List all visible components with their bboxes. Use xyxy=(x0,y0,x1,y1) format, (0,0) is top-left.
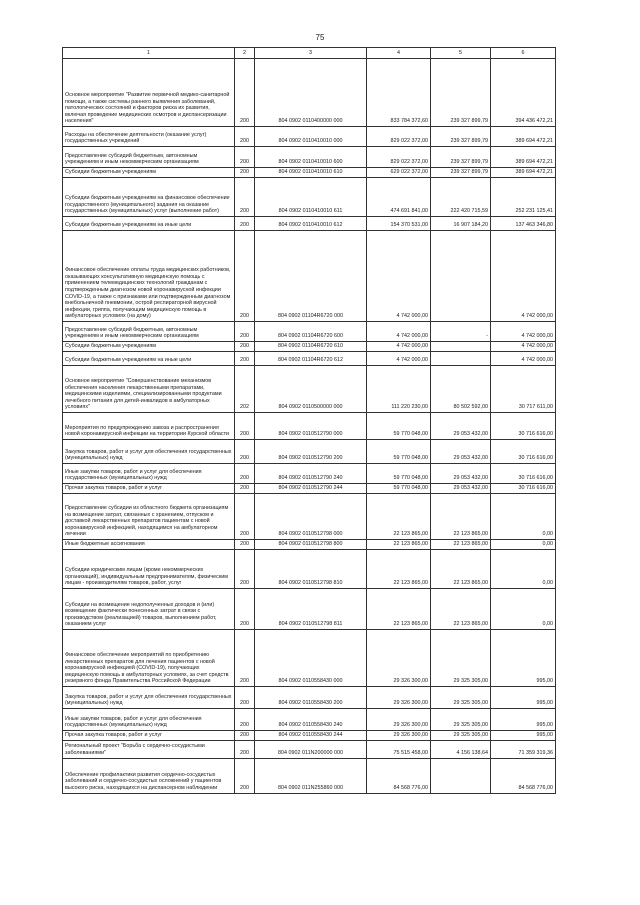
row-approved-amount: 4 742 000,00 xyxy=(367,322,431,342)
row-classification: 804 0902 0110558430 000 xyxy=(255,630,367,687)
row-remaining-amount: 995,00 xyxy=(491,630,556,687)
row-executed-amount: 29 325 305,00 xyxy=(431,709,491,731)
row-approved-amount: 29 326 300,00 xyxy=(367,709,431,731)
row-name: Субсидии бюджетным учреждениям xyxy=(63,168,235,178)
column-header: 4 xyxy=(367,48,431,59)
row-code: 200 xyxy=(235,127,255,147)
row-name: Субсидии юридическим лицам (кроме некоммерческих организаций), индивидуальным предпринимателям, физическим лицам - производителям товаров, работ, услуг xyxy=(63,550,235,589)
row-name: Прочая закупка товаров, работ и услуг xyxy=(63,731,235,741)
row-classification: 804 0902 0110512798 000 xyxy=(255,494,367,540)
row-name: Иные закупки товаров, работ и услуг для обеспечения государственных (муниципальных) нужд xyxy=(63,464,235,484)
row-code: 200 xyxy=(235,217,255,231)
table-row xyxy=(63,366,556,413)
row-name: Субсидии бюджетным учреждениям на финансовое обеспечение государственного (муниципального) задания на оказание государственных (муниципальных) услуг (выполнение работ) xyxy=(63,178,235,217)
row-remaining-amount: 4 742 000,00 xyxy=(491,322,556,342)
row-executed-amount: 80 502 592,00 xyxy=(431,366,491,413)
row-code: 200 xyxy=(235,231,255,322)
row-remaining-amount: 30 716 616,00 xyxy=(491,464,556,484)
row-approved-amount: 111 220 230,00 xyxy=(367,366,431,413)
row-remaining-amount: 30 717 611,00 xyxy=(491,366,556,413)
row-code: 202 xyxy=(235,366,255,413)
row-approved-amount: 829 022 372,00 xyxy=(367,147,431,168)
row-name: Финансовое обеспечение мероприятий по приобретению лекарственных препаратов для лечения пациентов с новой коронавирусной инфекцией (COVID-19), получающих медицинскую помощь в амбулаторных условиях, за счет средств резервного фонда Правительства Российской Федерации xyxy=(63,630,235,687)
row-remaining-amount: 30 716 616,00 xyxy=(491,440,556,464)
row-code: 200 xyxy=(235,147,255,168)
header-row xyxy=(63,48,556,59)
row-remaining-amount: 84 568 776,00 xyxy=(491,758,556,793)
row-remaining-amount: 995,00 xyxy=(491,731,556,741)
row-code: 200 xyxy=(235,342,255,352)
row-approved-amount: 22 123 865,00 xyxy=(367,550,431,589)
row-executed-amount: 29 053 432,00 xyxy=(431,484,491,494)
row-name: Финансовое обеспечение оплаты труда медицинских работников, оказывающих консультативную медицинскую помощь с применением телемедицинских технологий гражданам с подтвержденным диагнозом новой коронавирусной инфекции COVID-19, а также с признаками или подтвержденным диагнозом внебольничной пневмонии, острой респираторной вирусной инфекции, гриппа, получающим медицинскую помощь в амбулаторных условиях (на дому) xyxy=(63,231,235,322)
row-code: 200 xyxy=(235,758,255,793)
row-executed-amount: 29 053 432,00 xyxy=(431,464,491,484)
column-header: 1 xyxy=(63,48,235,59)
row-classification: 804 0902 011N200000 000 xyxy=(255,740,367,758)
row-classification: 804 0902 01104R6720 612 xyxy=(255,352,367,366)
row-classification: 804 0902 0110512790 200 xyxy=(255,440,367,464)
row-code: 200 xyxy=(235,168,255,178)
row-remaining-amount: 389 694 472,21 xyxy=(491,147,556,168)
row-remaining-amount: 0,00 xyxy=(491,494,556,540)
row-classification: 804 0902 0110512790 240 xyxy=(255,464,367,484)
row-remaining-amount: 4 742 000,00 xyxy=(491,342,556,352)
table-row xyxy=(63,589,556,630)
row-name: Предоставление субсидий бюджетным, автономным учреждениям и иным некоммерческим организациям xyxy=(63,322,235,342)
table-row xyxy=(63,550,556,589)
row-approved-amount: 833 784 372,60 xyxy=(367,59,431,127)
row-name: Субсидии бюджетным учреждениям на иные цели xyxy=(63,352,235,366)
row-approved-amount: 22 123 865,00 xyxy=(367,494,431,540)
row-classification: 804 0902 0110410010 610 xyxy=(255,168,367,178)
row-classification: 804 0902 0110512790 000 xyxy=(255,413,367,440)
row-classification: 804 0902 0110512798 800 xyxy=(255,540,367,550)
row-name: Предоставление субсидии из областного бюджета организациям на возмещение затрат, связанных с хранением, отпуском и доставкой лекарственных препаратов пациентам с новой коронавирусной инфекцией, находящимся на амбулаторном лечении xyxy=(63,494,235,540)
table-row xyxy=(63,630,556,687)
row-remaining-amount: 71 359 319,36 xyxy=(491,740,556,758)
row-code: 200 xyxy=(235,687,255,709)
row-name: Закупка товаров, работ и услуг для обеспечения государственных (муниципальных) нужд xyxy=(63,687,235,709)
row-executed-amount: - xyxy=(431,322,491,342)
row-classification: 804 0902 0110558430 200 xyxy=(255,687,367,709)
table-row xyxy=(63,342,556,352)
row-code: 200 xyxy=(235,550,255,589)
row-code: 200 xyxy=(235,589,255,630)
row-approved-amount: 22 123 865,00 xyxy=(367,540,431,550)
row-classification: 804 0902 0110400000 000 xyxy=(255,59,367,127)
row-executed-amount: 29 325 305,00 xyxy=(431,687,491,709)
row-classification: 804 0902 0110410010 600 xyxy=(255,147,367,168)
row-executed-amount: 22 123 865,00 xyxy=(431,589,491,630)
table-row xyxy=(63,740,556,758)
row-classification: 804 0902 0110558430 244 xyxy=(255,731,367,741)
table-row xyxy=(63,687,556,709)
row-remaining-amount: 4 742 000,00 xyxy=(491,231,556,322)
table-row xyxy=(63,731,556,741)
row-executed-amount: 239 327 899,79 xyxy=(431,168,491,178)
row-approved-amount: 59 770 048,00 xyxy=(367,440,431,464)
row-approved-amount: 22 123 865,00 xyxy=(367,589,431,630)
row-name: Основное мероприятие "Развитие первичной медико-санитарной помощи, а также системы раннего выявления заболеваний, патологических состояний и факторов риска их развития, включая проведение медицинских осмотров и диспансеризации населения" xyxy=(63,59,235,127)
table-row xyxy=(63,127,556,147)
row-approved-amount: 84 568 776,00 xyxy=(367,758,431,793)
row-name: Субсидии бюджетным учреждениям на иные цели xyxy=(63,217,235,231)
table-row xyxy=(63,147,556,168)
row-approved-amount: 474 691 841,00 xyxy=(367,178,431,217)
row-name: Прочая закупка товаров, работ и услуг xyxy=(63,484,235,494)
row-code: 200 xyxy=(235,59,255,127)
table-row xyxy=(63,484,556,494)
table-row xyxy=(63,758,556,793)
budget-table xyxy=(62,47,556,794)
row-classification: 804 0902 0110558430 240 xyxy=(255,709,367,731)
table-row xyxy=(63,59,556,127)
row-executed-amount: 222 420 715,59 xyxy=(431,178,491,217)
row-executed-amount: 239 327 899,79 xyxy=(431,59,491,127)
row-name: Мероприятия по предупреждению завоза и распространения новой коронавирусной инфекции на территории Курской области xyxy=(63,413,235,440)
row-classification: 804 0902 0110410010 000 xyxy=(255,127,367,147)
row-executed-amount xyxy=(431,231,491,322)
row-classification: 804 0902 0110410010 612 xyxy=(255,217,367,231)
row-code: 200 xyxy=(235,740,255,758)
row-code: 200 xyxy=(235,464,255,484)
table-row xyxy=(63,168,556,178)
row-executed-amount: 22 123 865,00 xyxy=(431,540,491,550)
row-classification: 804 0902 0110410010 611 xyxy=(255,178,367,217)
row-approved-amount: 4 742 000,00 xyxy=(367,352,431,366)
row-remaining-amount: 30 716 616,00 xyxy=(491,484,556,494)
column-header: 3 xyxy=(255,48,367,59)
row-executed-amount xyxy=(431,342,491,352)
table-row xyxy=(63,440,556,464)
row-approved-amount: 29 326 300,00 xyxy=(367,731,431,741)
row-code: 200 xyxy=(235,352,255,366)
row-classification: 804 0902 01104R6720 000 xyxy=(255,231,367,322)
column-header: 6 xyxy=(491,48,556,59)
row-remaining-amount: 0,00 xyxy=(491,540,556,550)
row-name: Региональный проект "Борьба с сердечно-сосудистыми заболеваниями" xyxy=(63,740,235,758)
row-code: 200 xyxy=(235,709,255,731)
row-executed-amount: 16 907 184,20 xyxy=(431,217,491,231)
row-remaining-amount: 995,00 xyxy=(491,709,556,731)
row-classification: 804 0902 01104R6720 600 xyxy=(255,322,367,342)
row-approved-amount: 59 770 048,00 xyxy=(367,484,431,494)
table-row xyxy=(63,178,556,217)
row-approved-amount: 75 515 458,00 xyxy=(367,740,431,758)
row-code: 200 xyxy=(235,413,255,440)
row-approved-amount: 154 370 531,00 xyxy=(367,217,431,231)
row-classification: 804 0902 0110512798 810 xyxy=(255,550,367,589)
row-name: Субсидии на возмещение недополученных доходов и (или) возмещение фактически понесенных затрат в связи с производством (реализацией) товаров, выполнением работ, оказанием услуг xyxy=(63,589,235,630)
column-header: 2 xyxy=(235,48,255,59)
row-remaining-amount: 4 742 000,00 xyxy=(491,352,556,366)
row-code: 200 xyxy=(235,630,255,687)
row-executed-amount: 29 325 305,00 xyxy=(431,630,491,687)
row-code: 200 xyxy=(235,440,255,464)
row-code: 200 xyxy=(235,484,255,494)
row-approved-amount: 59 770 048,00 xyxy=(367,413,431,440)
row-executed-amount xyxy=(431,758,491,793)
row-remaining-amount: 0,00 xyxy=(491,550,556,589)
row-executed-amount: 29 325 305,00 xyxy=(431,731,491,741)
row-approved-amount: 829 022 372,00 xyxy=(367,127,431,147)
table-row xyxy=(63,540,556,550)
table-row xyxy=(63,413,556,440)
row-approved-amount: 59 770 048,00 xyxy=(367,464,431,484)
row-approved-amount: 4 742 000,00 xyxy=(367,231,431,322)
row-classification: 804 0902 0110500000 000 xyxy=(255,366,367,413)
row-name: Закупка товаров, работ и услуг для обеспечения государственных (муниципальных) нужд xyxy=(63,440,235,464)
column-header: 5 xyxy=(431,48,491,59)
row-approved-amount: 29 326 300,00 xyxy=(367,687,431,709)
row-remaining-amount: 252 231 125,41 xyxy=(491,178,556,217)
row-classification: 804 0902 0110512790 244 xyxy=(255,484,367,494)
row-name: Основное мероприятие "Совершенствование механизмов обеспечения населения лекарственными препаратами, медицинскими изделиями, специализированными продуктами лечебного питания для детей-инвалидов в амбулаторных условиях" xyxy=(63,366,235,413)
row-classification: 804 0902 011N255860 000 xyxy=(255,758,367,793)
row-approved-amount: 4 742 000,00 xyxy=(367,342,431,352)
row-name: Обеспечение профилактики развития сердечно-сосудистых заболеваний и сердечно-сосудистых осложнений у пациентов высокого риска, находящихся на диспансерном наблюдении xyxy=(63,758,235,793)
table-row xyxy=(63,322,556,342)
table-row xyxy=(63,217,556,231)
row-name: Предоставление субсидий бюджетным, автономным учреждениям и иным некоммерческим организациям xyxy=(63,147,235,168)
row-executed-amount: 239 327 899,79 xyxy=(431,127,491,147)
table-row xyxy=(63,464,556,484)
row-code: 200 xyxy=(235,178,255,217)
page-number: 75 xyxy=(315,33,325,42)
row-remaining-amount: 389 694 472,21 xyxy=(491,168,556,178)
table-row xyxy=(63,231,556,322)
table-body xyxy=(63,59,556,794)
table-row xyxy=(63,494,556,540)
row-executed-amount: 239 327 899,79 xyxy=(431,147,491,168)
row-executed-amount: 22 123 865,00 xyxy=(431,550,491,589)
row-executed-amount: 4 156 138,64 xyxy=(431,740,491,758)
row-code: 200 xyxy=(235,731,255,741)
row-executed-amount: 22 123 865,00 xyxy=(431,494,491,540)
row-remaining-amount: 995,00 xyxy=(491,687,556,709)
row-name: Иные закупки товаров, работ и услуг для обеспечения государственных (муниципальных) нужд xyxy=(63,709,235,731)
row-executed-amount: 29 053 432,00 xyxy=(431,413,491,440)
row-name: Субсидии бюджетным учреждениям xyxy=(63,342,235,352)
row-approved-amount: 629 022 372,00 xyxy=(367,168,431,178)
row-remaining-amount: 389 694 472,21 xyxy=(491,127,556,147)
row-remaining-amount: 394 436 472,21 xyxy=(491,59,556,127)
row-approved-amount: 29 326 300,00 xyxy=(367,630,431,687)
row-remaining-amount: 0,00 xyxy=(491,589,556,630)
row-executed-amount xyxy=(431,352,491,366)
row-classification: 804 0902 0110512798 811 xyxy=(255,589,367,630)
table-row xyxy=(63,709,556,731)
row-code: 200 xyxy=(235,494,255,540)
row-executed-amount: 29 053 432,00 xyxy=(431,440,491,464)
row-classification: 804 0902 01104R6720 610 xyxy=(255,342,367,352)
row-remaining-amount: 137 463 346,80 xyxy=(491,217,556,231)
row-name: Расходы на обеспечение деятельности (оказание услуг) государственных учреждений xyxy=(63,127,235,147)
row-code: 200 xyxy=(235,322,255,342)
row-code: 200 xyxy=(235,540,255,550)
row-name: Иные бюджетные ассигнования xyxy=(63,540,235,550)
row-remaining-amount: 30 716 616,00 xyxy=(491,413,556,440)
table-row xyxy=(63,352,556,366)
